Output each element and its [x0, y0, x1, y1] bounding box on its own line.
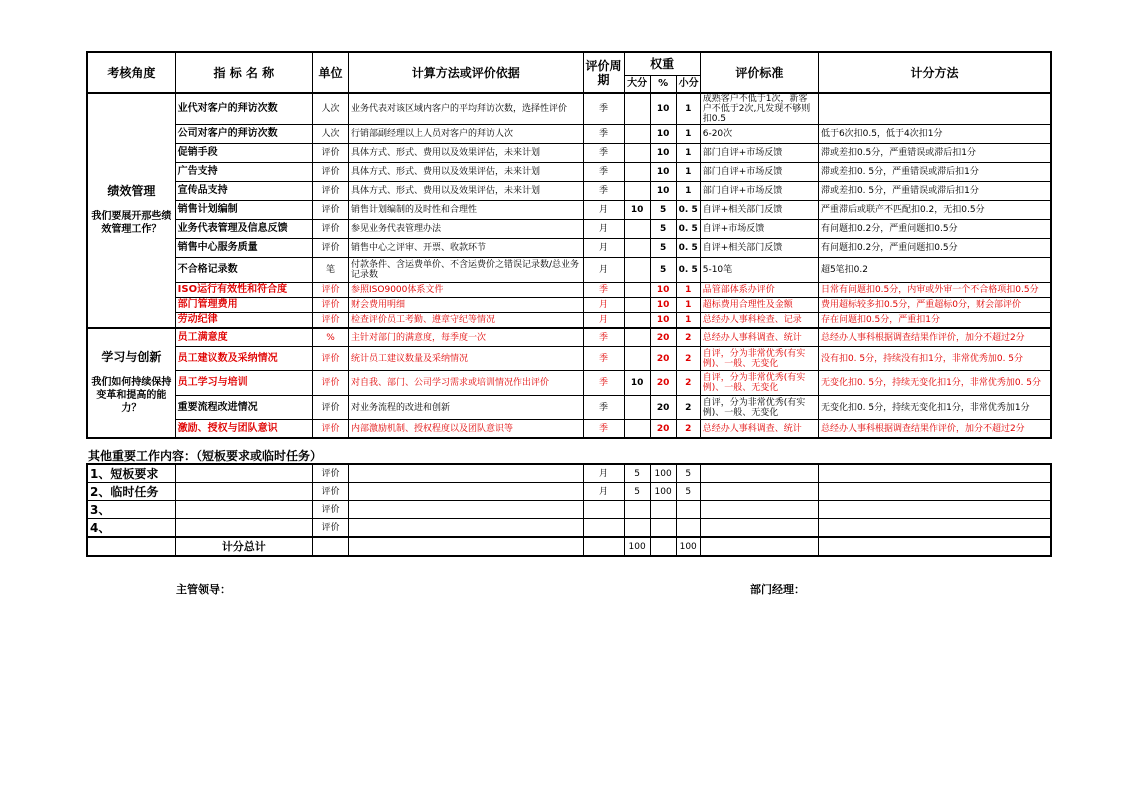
weight-pct-cell: 20: [650, 420, 676, 439]
kpi-row: [87, 239, 1051, 258]
method-cell: 主针对部门的满意度，每季度一次: [349, 328, 583, 347]
cycle-cell: 月: [583, 220, 624, 239]
weight-pct-cell: 10: [650, 182, 676, 201]
indicator-name: 销售中心服务质量: [175, 239, 312, 258]
cycle-cell: 季: [583, 347, 624, 371]
task-name: 1、短板要求: [87, 464, 175, 483]
header-unit: 单位: [312, 52, 348, 93]
standard-cell: 品管部体系办评价: [700, 283, 818, 298]
weight-pct-cell: 10: [650, 93, 676, 125]
method-cell: 内部激励机制、授权程度以及团队意识等: [349, 420, 583, 439]
unit-cell: 评价: [312, 298, 348, 313]
total-pct: [650, 537, 676, 556]
weight-small-cell: 2: [676, 328, 700, 347]
kpi-row: [87, 93, 1051, 125]
scoring-cell: 滞或差扣0. 5分，严重错误或滞后扣1分: [818, 182, 1051, 201]
scoring-cell: 超5笔扣0.2: [818, 258, 1051, 283]
task-weight-pct: [650, 501, 676, 519]
standard-cell: 自评，分为非常优秀(有实例)、一般、无变化: [700, 371, 818, 396]
unit-cell: 评价: [312, 396, 348, 420]
weight-pct-cell: 5: [650, 258, 676, 283]
weight-big-cell: [624, 328, 650, 347]
unit-cell: 评价: [312, 144, 348, 163]
scoring-cell: 严重滞后或联产不匹配扣0.2，无扣0.5分: [818, 201, 1051, 220]
method-cell: 付款条件、含运费单价、不含运费价之错误记录数/总业务记录数: [349, 258, 583, 283]
indicator-name: 销售计划编制: [175, 201, 312, 220]
task-weight-small: 5: [676, 483, 700, 501]
method-cell: 具体方式、形式、费用以及效果评估，未来计划: [349, 182, 583, 201]
method-cell: 业务代表对该区域内客户的平均拜访次数，选择性评价: [349, 93, 583, 125]
weight-small-cell: 2: [676, 371, 700, 396]
total-small: 100: [676, 537, 700, 556]
weight-pct-cell: 5: [650, 220, 676, 239]
task-standard: [700, 519, 818, 538]
other-task-row: [87, 519, 1051, 538]
task-method: [349, 519, 583, 538]
task-cycle: 月: [583, 464, 624, 483]
header-scoring: 计分方法: [818, 52, 1051, 93]
total-standard: [700, 537, 818, 556]
weight-big-cell: [624, 182, 650, 201]
weight-pct-cell: 20: [650, 328, 676, 347]
scoring-cell: 存在问题扣0.5分，严重扣1分: [818, 313, 1051, 329]
unit-cell: 评价: [312, 371, 348, 396]
category-question: 我们如何持续保持变革和提高的能力？: [91, 376, 172, 414]
cycle-cell: 季: [583, 93, 624, 125]
weight-big-cell: [624, 396, 650, 420]
task-weight-big: 5: [624, 464, 650, 483]
indicator-name: 员工建议数及采纳情况: [175, 347, 312, 371]
scoring-cell: 费用超标较多扣0.5分，严重超标0分，财会部评价: [818, 298, 1051, 313]
weight-small-cell: 2: [676, 420, 700, 439]
task-method: [349, 464, 583, 483]
unit-cell: 评价: [312, 347, 348, 371]
standard-cell: 部门自评+市场反馈: [700, 182, 818, 201]
total-spacer: [87, 537, 175, 556]
weight-big-cell: 10: [624, 371, 650, 396]
task-weight-pct: 100: [650, 483, 676, 501]
task-scoring: [818, 501, 1051, 519]
method-cell: 具体方式、形式、费用以及效果评估，未来计划: [349, 163, 583, 182]
task-weight-big: 5: [624, 483, 650, 501]
scoring-cell: 有问题扣0.2分，严重问题扣0.5分: [818, 239, 1051, 258]
scoring-cell: [818, 93, 1051, 125]
weight-small-cell: 1: [676, 163, 700, 182]
indicator-name: 宣传品支持: [175, 182, 312, 201]
weight-small-cell: 0. 5: [676, 239, 700, 258]
cycle-cell: 季: [583, 163, 624, 182]
weight-small-cell: 1: [676, 298, 700, 313]
header-cycle: 评价周期: [583, 52, 624, 93]
cycle-cell: 季: [583, 182, 624, 201]
scoring-cell: 日常有问题扣0.5分，内审或外审一个不合格项扣0.5分: [818, 283, 1051, 298]
weight-big-cell: [624, 313, 650, 329]
task-unit: 评价: [312, 519, 348, 538]
cycle-cell: 季: [583, 420, 624, 439]
indicator-name: 促销手段: [175, 144, 312, 163]
standard-cell: 自评，分为非常优秀(有实例)、一般、无变化: [700, 396, 818, 420]
scoring-cell: 无变化扣0. 5分，持续无变化扣1分，非常优秀加1分: [818, 396, 1051, 420]
unit-cell: 评价: [312, 182, 348, 201]
kpi-row: [87, 125, 1051, 144]
task-unit: 评价: [312, 483, 348, 501]
indicator-name: 员工学习与培训: [175, 371, 312, 396]
category-question: 我们要展开那些绩效管理工作？: [91, 210, 172, 235]
unit-cell: 评价: [312, 201, 348, 220]
weight-pct-cell: 10: [650, 144, 676, 163]
weight-pct-cell: 10: [650, 163, 676, 182]
task-indicator-cell: [175, 483, 312, 501]
standard-cell: 自评+市场反馈: [700, 220, 818, 239]
header-weight-small: 小分: [676, 76, 700, 94]
standard-cell: 部门自评+市场反馈: [700, 163, 818, 182]
weight-small-cell: 2: [676, 347, 700, 371]
task-cycle: 月: [583, 483, 624, 501]
task-cycle: [583, 519, 624, 538]
category-cell: [87, 93, 175, 328]
task-standard: [700, 464, 818, 483]
weight-pct-cell: 10: [650, 298, 676, 313]
cycle-cell: 月: [583, 313, 624, 329]
unit-cell: 评价: [312, 283, 348, 298]
other-task-row: [87, 483, 1051, 501]
weight-pct-cell: 10: [650, 125, 676, 144]
task-indicator-cell: [175, 464, 312, 483]
supervisor-signature-label: 主管领导：: [176, 583, 231, 596]
weight-small-cell: 1: [676, 313, 700, 329]
cycle-cell: 月: [583, 258, 624, 283]
task-weight-big: [624, 501, 650, 519]
weight-big-cell: [624, 298, 650, 313]
scoring-cell: 有问题扣0.2分，严重问题扣0.5分: [818, 220, 1051, 239]
header-weight-pct: %: [650, 76, 676, 94]
header-weight-big: 大分: [624, 76, 650, 94]
standard-cell: 总经办人事科调查、统计: [700, 420, 818, 439]
task-scoring: [818, 483, 1051, 501]
unit-cell: 笔: [312, 258, 348, 283]
kpi-row: [87, 396, 1051, 420]
category-title: 绩效管理: [107, 183, 156, 198]
total-big: 100: [624, 537, 650, 556]
unit-cell: 评价: [312, 220, 348, 239]
indicator-name: 业务代表管理及信息反馈: [175, 220, 312, 239]
standard-cell: 总经办人事科调查、统计: [700, 328, 818, 347]
scoring-cell: 低于6次扣0.5，低于4次扣1分: [818, 125, 1051, 144]
task-standard: [700, 501, 818, 519]
method-cell: 销售计划编制的及时性和合理性: [349, 201, 583, 220]
weight-big-cell: [624, 125, 650, 144]
cycle-cell: 季: [583, 283, 624, 298]
scoring-cell: 没有扣0. 5分，持续没有扣1分，非常优秀加0. 5分: [818, 347, 1051, 371]
method-cell: 参照ISO9000体系文件: [349, 283, 583, 298]
cycle-cell: 季: [583, 144, 624, 163]
weight-pct-cell: 10: [650, 313, 676, 329]
unit-cell: 评价: [312, 163, 348, 182]
weight-big-cell: 10: [624, 201, 650, 220]
task-unit: 评价: [312, 501, 348, 519]
method-cell: 参见业务代表管理办法: [349, 220, 583, 239]
cycle-cell: 季: [583, 371, 624, 396]
indicator-name: 公司对客户的拜访次数: [175, 125, 312, 144]
total-cycle: [583, 537, 624, 556]
indicator-name: 员工满意度: [175, 328, 312, 347]
task-unit: 评价: [312, 464, 348, 483]
unit-cell: 人次: [312, 125, 348, 144]
indicator-name: ISO运行有效性和符合度: [175, 283, 312, 298]
kpi-row: [87, 328, 1051, 347]
task-name: 2、临时任务: [87, 483, 175, 501]
method-cell: 财会费用明细: [349, 298, 583, 313]
kpi-row: [87, 313, 1051, 329]
method-cell: 对自我、部门、公司学习需求或培训情况作出评价: [349, 371, 583, 396]
weight-small-cell: 0. 5: [676, 258, 700, 283]
weight-big-cell: [624, 258, 650, 283]
weight-pct-cell: 20: [650, 371, 676, 396]
total-unit: [312, 537, 348, 556]
manager-signature-label: 部门经理：: [750, 583, 805, 596]
cycle-cell: 月: [583, 298, 624, 313]
unit-cell: 评价: [312, 313, 348, 329]
standard-cell: 成熟客户不低于1次，新客户不低于2次,凡发现不够则扣0.5: [700, 93, 818, 125]
task-scoring: [818, 464, 1051, 483]
other-task-row: [87, 464, 1051, 483]
header-method: 计算方法或评价依据: [349, 52, 583, 93]
weight-small-cell: 1: [676, 283, 700, 298]
kpi-row: [87, 182, 1051, 201]
scoring-cell: 总经办人事科根据调查结果作评价，加分不超过2分: [818, 328, 1051, 347]
task-cycle: [583, 501, 624, 519]
unit-cell: 人次: [312, 93, 348, 125]
weight-pct-cell: 5: [650, 239, 676, 258]
weight-big-cell: [624, 347, 650, 371]
weight-big-cell: [624, 420, 650, 439]
task-name: 3、: [87, 501, 175, 519]
weight-small-cell: 0. 5: [676, 201, 700, 220]
header-standard: 评价标准: [700, 52, 818, 93]
header-dimension: 考核角度: [87, 52, 175, 93]
weight-small-cell: 2: [676, 396, 700, 420]
weight-pct-cell: 10: [650, 283, 676, 298]
task-method: [349, 501, 583, 519]
kpi-table: [86, 51, 1052, 439]
other-task-row: [87, 501, 1051, 519]
scoring-cell: 无变化扣0. 5分，持续无变化扣1分，非常优秀加0. 5分: [818, 371, 1051, 396]
method-cell: 具体方式、形式、费用以及效果评估，未来计划: [349, 144, 583, 163]
other-work-title: 其他重要工作内容：（短板要求或临时任务）: [88, 449, 323, 463]
weight-pct-cell: 20: [650, 396, 676, 420]
weight-big-cell: [624, 239, 650, 258]
kpi-row: [87, 220, 1051, 239]
kpi-row: [87, 420, 1051, 439]
standard-cell: 5-10笔: [700, 258, 818, 283]
scoring-cell: 总经办人事科根据调查结果作评价，加分不超过2分: [818, 420, 1051, 439]
category-cell: [87, 328, 175, 438]
indicator-name: 重要流程改进情况: [175, 396, 312, 420]
task-scoring: [818, 519, 1051, 538]
scoring-cell: 滞或差扣0.5分，严重错误或滞后扣1分: [818, 144, 1051, 163]
indicator-name: 广告支持: [175, 163, 312, 182]
cycle-cell: 月: [583, 239, 624, 258]
task-weight-pct: [650, 519, 676, 538]
standard-cell: 自评，分为非常优秀(有实例)、一般、无变化: [700, 347, 818, 371]
weight-pct-cell: 20: [650, 347, 676, 371]
kpi-row: [87, 201, 1051, 220]
task-weight-pct: 100: [650, 464, 676, 483]
indicator-name: 劳动纪律: [175, 313, 312, 329]
cycle-cell: 季: [583, 396, 624, 420]
indicator-name: 激励、授权与团队意识: [175, 420, 312, 439]
scoring-cell: 滞或差扣0. 5分，严重错误或滞后扣1分: [818, 163, 1051, 182]
weight-big-cell: [624, 283, 650, 298]
weight-big-cell: [624, 163, 650, 182]
indicator-name: 不合格记录数: [175, 258, 312, 283]
method-cell: 行销部副经理以上人员对客户的拜访人次: [349, 125, 583, 144]
kpi-row: [87, 258, 1051, 283]
unit-cell: 评价: [312, 420, 348, 439]
standard-cell: 总经办人事科检查、记录: [700, 313, 818, 329]
weight-small-cell: 1: [676, 125, 700, 144]
task-weight-big: [624, 519, 650, 538]
method-cell: 对业务流程的改进和创新: [349, 396, 583, 420]
weight-big-cell: [624, 144, 650, 163]
unit-cell: 评价: [312, 239, 348, 258]
method-cell: 检查评价员工考勤、遵章守纪等情况: [349, 313, 583, 329]
method-cell: 销售中心之评审、开票、收款环节: [349, 239, 583, 258]
cycle-cell: 季: [583, 125, 624, 144]
weight-small-cell: 1: [676, 182, 700, 201]
standard-cell: 部门自评+市场反馈: [700, 144, 818, 163]
total-method: [349, 537, 583, 556]
total-label: 计分总计: [175, 537, 312, 556]
task-indicator-cell: [175, 501, 312, 519]
task-weight-small: 5: [676, 464, 700, 483]
kpi-row: [87, 163, 1051, 182]
standard-cell: 6-20次: [700, 125, 818, 144]
task-standard: [700, 483, 818, 501]
total-scoring: [818, 537, 1051, 556]
header-weight: 权重: [624, 52, 700, 76]
total-row: [87, 537, 1051, 556]
indicator-name: 部门管理费用: [175, 298, 312, 313]
standard-cell: 超标费用合理性及金额: [700, 298, 818, 313]
weight-small-cell: 1: [676, 93, 700, 125]
kpi-row: [87, 298, 1051, 313]
header-indicator: 指 标 名 称: [175, 52, 312, 93]
task-method: [349, 483, 583, 501]
weight-small-cell: 0. 5: [676, 220, 700, 239]
kpi-row: [87, 283, 1051, 298]
cycle-cell: 季: [583, 328, 624, 347]
category-title: 学习与创新: [101, 349, 162, 364]
weight-pct-cell: 5: [650, 201, 676, 220]
kpi-row: [87, 371, 1051, 396]
standard-cell: 自评+相关部门反馈: [700, 239, 818, 258]
kpi-row: [87, 144, 1051, 163]
method-cell: 统计员工建议数量及采纳情况: [349, 347, 583, 371]
task-weight-small: [676, 501, 700, 519]
task-indicator-cell: [175, 519, 312, 538]
kpi-row: [87, 347, 1051, 371]
other-work-table: [86, 463, 1052, 557]
indicator-name: 业代对客户的拜访次数: [175, 93, 312, 125]
weight-small-cell: 1: [676, 144, 700, 163]
task-name: 4、: [87, 519, 175, 538]
standard-cell: 自评+相关部门反馈: [700, 201, 818, 220]
unit-cell: %: [312, 328, 348, 347]
weight-big-cell: [624, 220, 650, 239]
weight-big-cell: [624, 93, 650, 125]
task-weight-small: [676, 519, 700, 538]
cycle-cell: 月: [583, 201, 624, 220]
